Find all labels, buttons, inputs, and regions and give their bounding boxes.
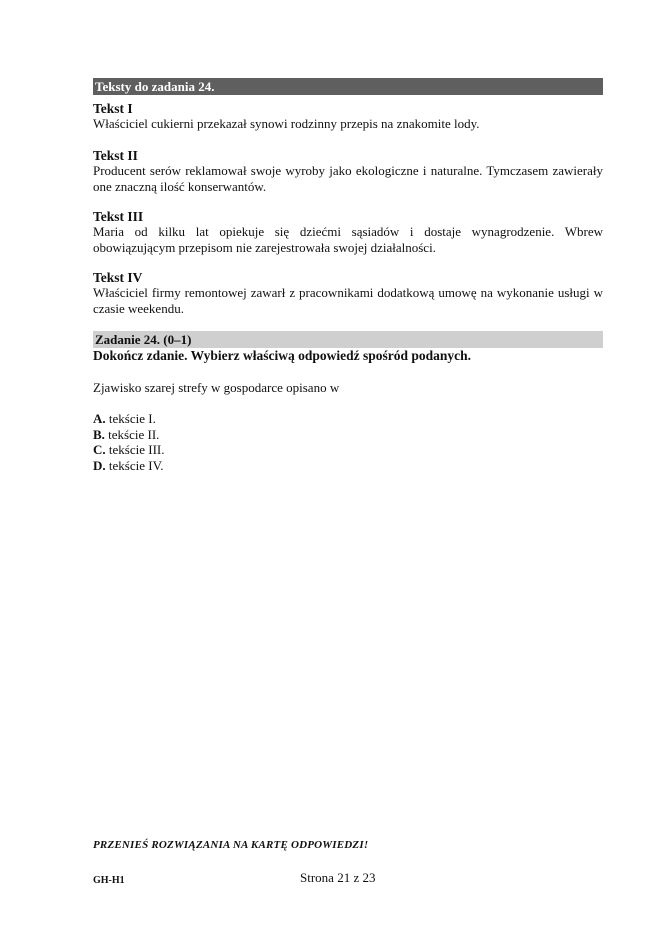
answer-option-a: [93, 411, 164, 427]
text-body: Maria od kilku lat opiekuje się dziećmi sąsiadów i dostaje wynagrodzenie. Wbrew obowiązującym przepisom nie zarejestrowała swojej działalności.: [93, 224, 603, 255]
exam-code: GH-H1: [93, 875, 125, 886]
text-block-4: [93, 270, 603, 316]
answer-options: [93, 411, 164, 473]
exam-page: [93, 0, 603, 941]
text-title: Tekst II: [93, 148, 138, 163]
option-text: tekście I.: [105, 411, 156, 426]
text-block-3: [93, 209, 603, 255]
option-text: tekście III.: [105, 442, 165, 457]
option-text: tekście IV.: [105, 457, 164, 473]
text-title: Tekst I: [93, 101, 133, 116]
answer-option-d: [93, 458, 164, 474]
texts-section-header: Teksty do zadania 24.: [93, 78, 603, 95]
option-letter: A.: [93, 411, 106, 426]
text-body: Właściciel firmy remontowej zawarł z pracownikami dodatkową umowę na wykonanie usługi w czasie weekendu.: [93, 285, 603, 316]
page-number: Strona 21 z 23: [300, 870, 376, 885]
answer-option-b: [93, 427, 164, 443]
option-letter: B.: [93, 426, 105, 442]
task-stem: Zjawisko szarej strefy w gospodarce opisano w: [93, 380, 340, 395]
transfer-answers-note: PRZENIEŚ ROZWIĄZANIA NA KARTĘ ODPOWIEDZI!: [93, 839, 369, 851]
task-header: Zadanie 24. (0–1): [93, 331, 603, 348]
option-letter: C.: [93, 442, 106, 457]
text-block-1: [93, 101, 603, 132]
text-block-2: [93, 148, 603, 194]
text-body: Producent serów reklamował swoje wyroby jako ekologiczne i naturalne. Tymczasem zawierały one znaczną ilość konserwantów.: [93, 163, 603, 194]
option-letter: D.: [93, 457, 106, 473]
task-instruction: Dokończ zdanie. Wybierz właściwą odpowiedź spośród podanych.: [93, 348, 472, 363]
text-body: Właściciel cukierni przekazał synowi rodzinny przepis na znakomite lody.: [93, 116, 480, 131]
option-text: tekście II.: [104, 426, 160, 442]
answer-option-c: [93, 442, 164, 458]
text-title: Tekst III: [93, 209, 144, 224]
text-title: Tekst IV: [93, 270, 143, 285]
